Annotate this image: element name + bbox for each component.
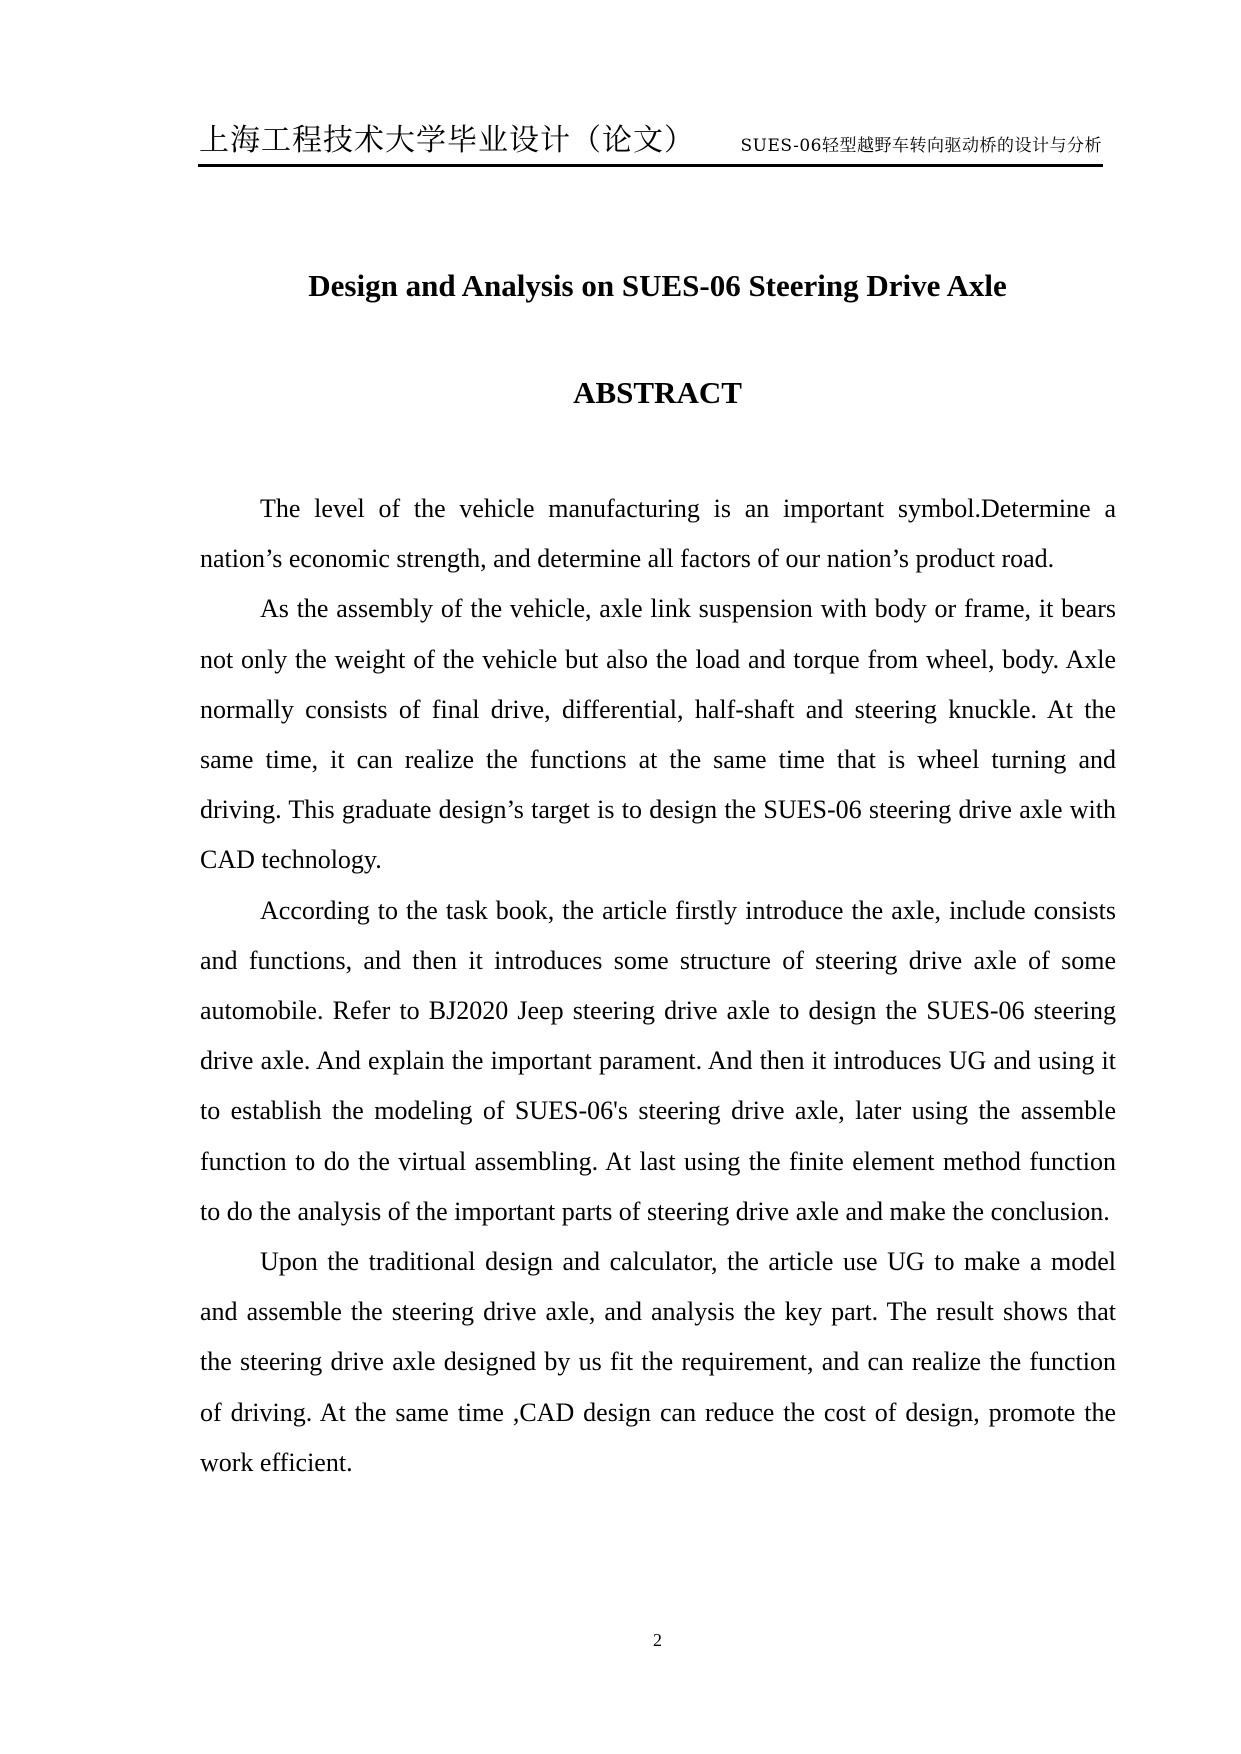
abstract-paragraph-3: According to the task book, the article firstly introduce the axle, include consists and functions, and then it introduces some structure of steering drive axle of some automobile. Refer to BJ2020 Jeep steering drive axle to design the SUES-06 steering drive axle. And explain the important parament. And then it introduces UG and using it to establish the modeling of SUES-06's steering drive axle, later using the assemble function to do the virtual assembling. At last using the finite element method function to do the analysis of the important parts of steering drive axle and make the conclusion.	[200, 895, 1116, 1226]
page-number: 2	[653, 1630, 662, 1650]
document-title: Design and Analysis on SUES-06 Steering Drive Axle	[308, 268, 1007, 303]
abstract-heading: ABSTRACT	[573, 375, 742, 410]
header-divider	[198, 164, 1103, 167]
abstract-paragraph-4: Upon the traditional design and calculator, the article use UG to make a model and assemble the steering drive axle, and analysis the key part. The result shows that the steering drive axle designed by us fit the requirement, and can realize the function of driving. At the same time ,CAD design can reduce the cost of design, promote the work efficient.	[200, 1247, 1116, 1477]
header-thesis-subtitle: SUES-06轻型越野车转向驱动桥的设计与分析	[740, 136, 1102, 156]
header-university-title: 上海工程技术大学毕业设计（论文）	[199, 123, 695, 158]
abstract-paragraph-1: The level of the vehicle manufacturing is an important symbol.Determine a nation’s economic strength, and determine all factors of our nation’s product road.	[200, 494, 1116, 574]
page-header	[199, 118, 1102, 166]
abstract-body	[200, 484, 1116, 1488]
abstract-paragraph-2: As the assembly of the vehicle, axle link suspension with body or frame, it bears not only the weight of the vehicle but also the load and torque from wheel, body. Axle normally consists of final drive, differential, half-shaft and steering knuckle. At the same time, it can realize the functions at the same time that is wheel turning and driving. This graduate design’s target is to design the SUES-06 steering drive axle with CAD technology.	[200, 594, 1116, 875]
